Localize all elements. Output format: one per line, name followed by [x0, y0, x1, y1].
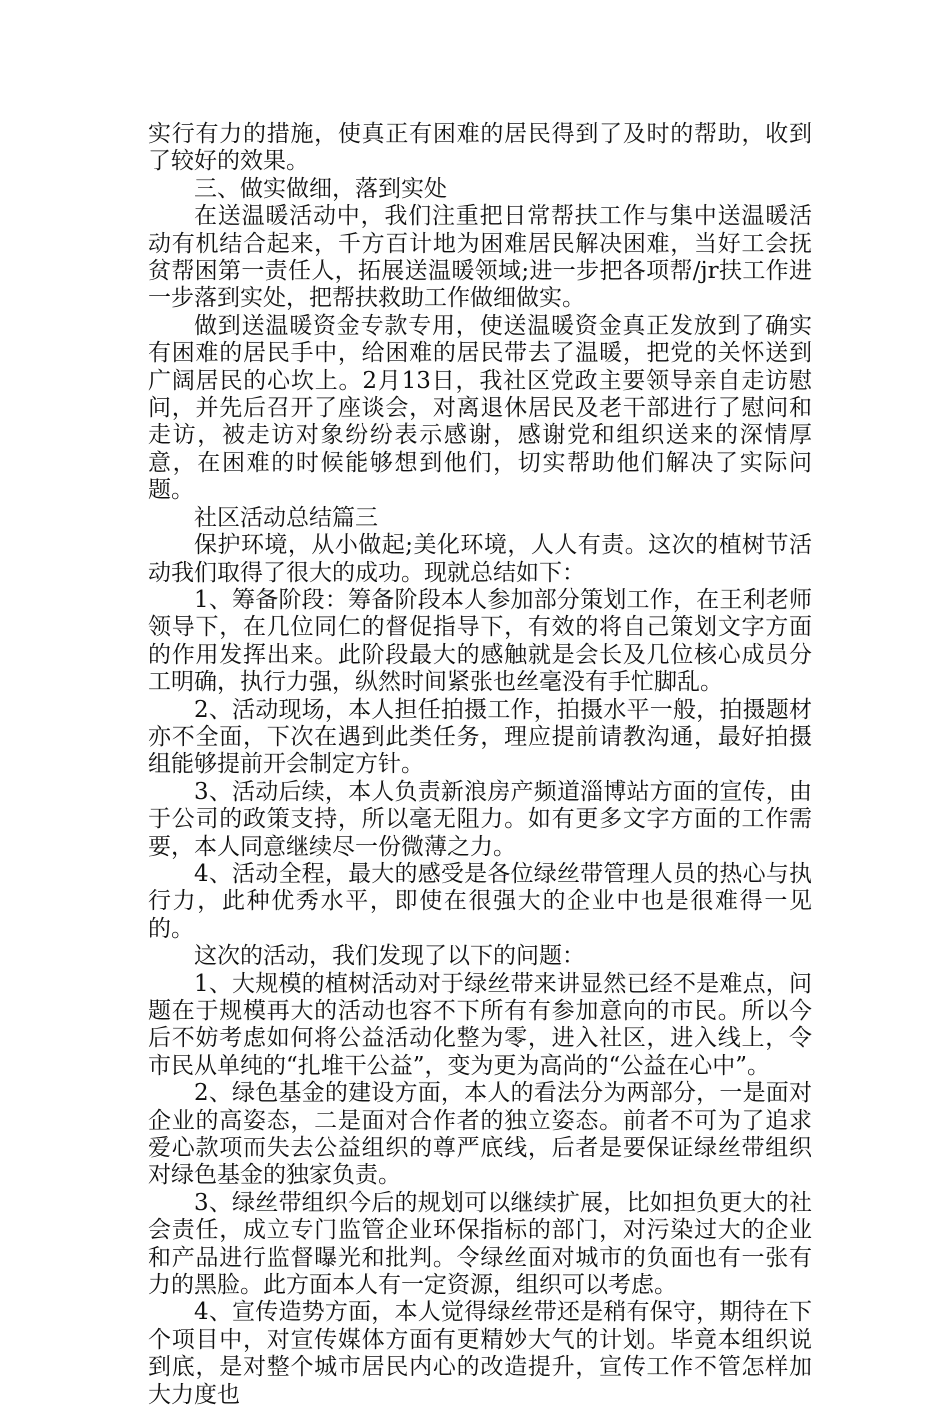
list-item: 1、筹备阶段：筹备阶段本人参加部分策划工作，在王利老师领导下，在几位同仁的督促指导下，有效的将自己策划文字方面的作用发挥出来。此阶段最大的感触就是会长及几位核心成员分工明确，执行力强，纵然时间紧张也丝毫没有手忙脚乱。: [148, 586, 812, 696]
list-item: 4、活动全程，最大的感受是各位绿丝带管理人员的热心与执行力，此种优秀水平，即使在很强大的企业中也是很难得一见的。: [148, 860, 812, 942]
paragraph: 在送温暖活动中，我们注重把日常帮扶工作与集中送温暖活动有机结合起来，千方百计地为困难居民解决困难，当好工会抚贫帮困第一责任人，拓展送温暖领域;进一步把各项帮/jr扶工作进一步落到实处，把帮扶救助工作做细做实。: [148, 203, 812, 312]
list-item: 4、宣传造势方面，本人觉得绿丝带还是稍有保守，期待在下个项目中，对宣传媒体方面有更精妙大气的计划。毕竟本组织说到底，是对整个城市居民内心的改造提升，宣传工作不管怎样加大力度也: [148, 1299, 812, 1408]
list-item: 3、绿丝带组织今后的规划可以继续扩展，比如担负更大的社会责任，成立专门监管企业环保指标的部门，对污染过大的企业和产品进行监督曝光和批判。令绿丝面对城市的负面也有一张有力的黑脸。此方面本人有一定资源，组织可以考虑。: [148, 1189, 812, 1299]
paragraph: 这次的活动，我们发现了以下的问题：: [194, 943, 585, 970]
article-heading: 社区活动总结篇三: [194, 504, 378, 531]
list-item: 3、活动后续，本人负责新浪房产频道淄博站方面的宣传，由于公司的政策支持，所以毫无阻力。如有更多文字方面的工作需要，本人同意继续尽一份微薄之力。: [148, 778, 812, 860]
paragraph-continuation: 实行有力的措施，使真正有困难的居民得到了及时的帮助，收到了较好的效果。: [148, 121, 812, 175]
list-item: 2、绿色基金的建设方面，本人的看法分为两部分，一是面对企业的高姿态，二是面对合作者的独立姿态。前者不可为了追求爱心款项而失去公益组织的尊严底线，后者是要保证绿丝带组织对绿色基金的独家负责。: [148, 1080, 812, 1189]
list-item: 1、大规模的植树活动对于绿丝带来讲显然已经不是难点，问题在于规模再大的活动也容不下所有有参加意向的市民。所以今后不妨考虑如何将公益活动化整为零，进入社区，进入线上，令市民从单纯的“扎堆干公益”，变为更为高尚的“公益在心中”。: [148, 970, 812, 1079]
paragraph: 做到送温暖资金专款专用，使送温暖资金真正发放到了确实有困难的居民手中，给困难的居民带去了温暖，把党的关怀送到广阔居民的心坎上。2月13日，我社区党政主要领导亲自走访慰问，并先后召开了座谈会，对离退休居民及老干部进行了慰问和走访，被走访对象纷纷表示感谢，感谢党和组织送来的深情厚意，在困难的时候能够想到他们，切实帮助他们解决了实际问题。: [148, 312, 812, 504]
section-heading-3: 三、做实做细，落到实处: [194, 175, 447, 202]
document-body: [148, 121, 812, 1409]
paragraph: 保护环境，从小做起;美化环境，人人有责。这次的植树节活动我们取得了很大的成功。现就总结如下：: [148, 532, 812, 586]
list-item: 2、活动现场，本人担任拍摄工作，拍摄水平一般，拍摄题材亦不全面，下次在遇到此类任务，理应提前请教沟通，最好拍摄组能够提前开会制定方针。: [148, 696, 812, 778]
